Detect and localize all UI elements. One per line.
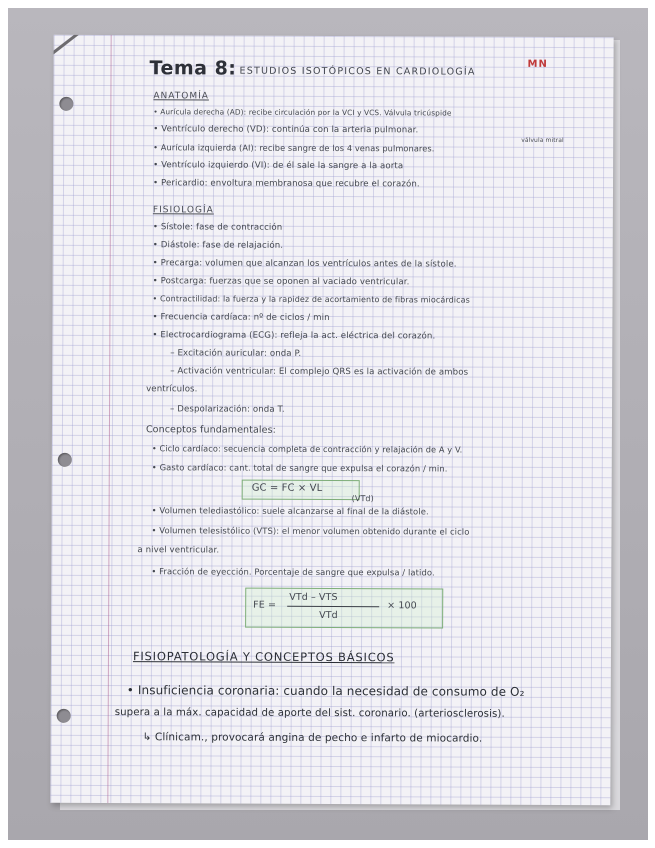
fisiologia-item: • Diástole: fase de relajación.: [152, 240, 284, 251]
conceptos-heading: Conceptos fundamentales:: [145, 424, 276, 436]
section-heading-fisiologia: FISIOLOGÍA: [152, 205, 214, 216]
fisiologia-item: • Sístole: fase de contracción: [152, 222, 283, 233]
binder-hole: [57, 709, 71, 723]
conceptos-item: • Volumen telediastólico: suele alcanzarse al final de la diástole.: [151, 505, 429, 517]
formula-note: (VTd): [351, 494, 374, 504]
fisiopatologia-line: • Insuficiencia coronaria: cuando la necesidad de consumo de O₂: [126, 683, 525, 699]
anatomia-item: • Aurícula izquierda (AI): recibe sangre de los 4 venas pulmonares.: [153, 142, 435, 154]
author-initials: MN: [527, 58, 548, 70]
notebook-page: [50, 35, 613, 805]
section-heading-fisiopatologia: FISIOPATOLOGÍA Y CONCEPTOS BÁSICOS: [132, 649, 395, 665]
conceptos-item: • Ciclo cardíaco: secuencia completa de contracción y relajación de A y V.: [151, 443, 463, 455]
anatomia-item: • Aurícula derecha (AD): recibe circulación por la VCI y VCS. Válvula tricúspide: [153, 107, 452, 118]
fisiologia-item: • Precarga: volumen que alcanzan los ventrículos antes de la sístole.: [152, 258, 457, 270]
fisiologia-item: • Electrocardiograma (ECG): refleja la act. eléctrica del corazón.: [152, 330, 436, 342]
anatomia-item: • Pericardio: envoltura membranosa que recubre el corazón.: [153, 178, 420, 190]
fisiopatologia-line: ↳ Clínicam., provocará angina de pecho e infarto de miocardio.: [142, 731, 483, 745]
formula-fe-denominator: VTd: [319, 609, 338, 622]
ecg-subitem: – Activación ventricular: El complejo QRS es la activación de ambos: [170, 366, 469, 378]
page-subtitle: ESTUDIOS ISOTÓPICOS EN CARDIOLOGÍA: [239, 65, 476, 78]
conceptos-item: • Fracción de eyección. Porcentaje de sangre que expulsa / latido.: [151, 566, 435, 578]
fisiologia-item: • Postcarga: fuerzas que se oponen al vaciado ventricular.: [152, 276, 410, 288]
ecg-subitem: – Despolarización: onda T.: [170, 404, 285, 415]
section-heading-anatomia: ANATOMÍA: [153, 91, 209, 102]
binder-hole: [58, 453, 72, 467]
ecg-subitem: – Excitación auricular: onda P.: [170, 348, 302, 359]
ecg-subitem-continued: ventrículos.: [146, 384, 198, 395]
margin-note: válvula mitral: [521, 136, 564, 145]
margin-line: [107, 35, 111, 803]
binder-hole: [59, 97, 73, 111]
formula-fe-multiplier: × 100: [387, 600, 417, 612]
formula-gasto-cardiaco: GC = FC × VL: [251, 482, 323, 494]
page-title: Tema 8:: [149, 57, 237, 80]
conceptos-item: • Gasto cardíaco: cant. total de sangre que expulsa el corazón / min.: [151, 462, 448, 474]
conceptos-item: • Volumen telesistólico (VTS): el menor volumen obtenido durante el ciclo: [151, 525, 470, 537]
anatomia-item: • Ventrículo izquierdo (VI): de él sale la sangre a la aorta: [153, 160, 404, 172]
pen-stroke: [50, 35, 92, 62]
fisiologia-item: • Contractilidad: la fuerza y la rapidez de acortamiento de fibras miocárdicas: [152, 294, 470, 305]
formula-fe-numerator: VTd – VTS: [289, 591, 338, 604]
anatomia-item: • Ventrículo derecho (VD): continúa con la arteria pulmonar.: [153, 124, 419, 136]
fisiologia-item: • Frecuencia cardíaca: nº de ciclos / min: [152, 312, 330, 323]
conceptos-item-continued: a nivel ventricular.: [137, 545, 220, 556]
formula-fe-lhs: FE =: [253, 599, 277, 611]
fisiopatologia-line: supera a la máx. capacidad de aporte del sist. coronario. (arteriosclerosis).: [114, 707, 505, 720]
